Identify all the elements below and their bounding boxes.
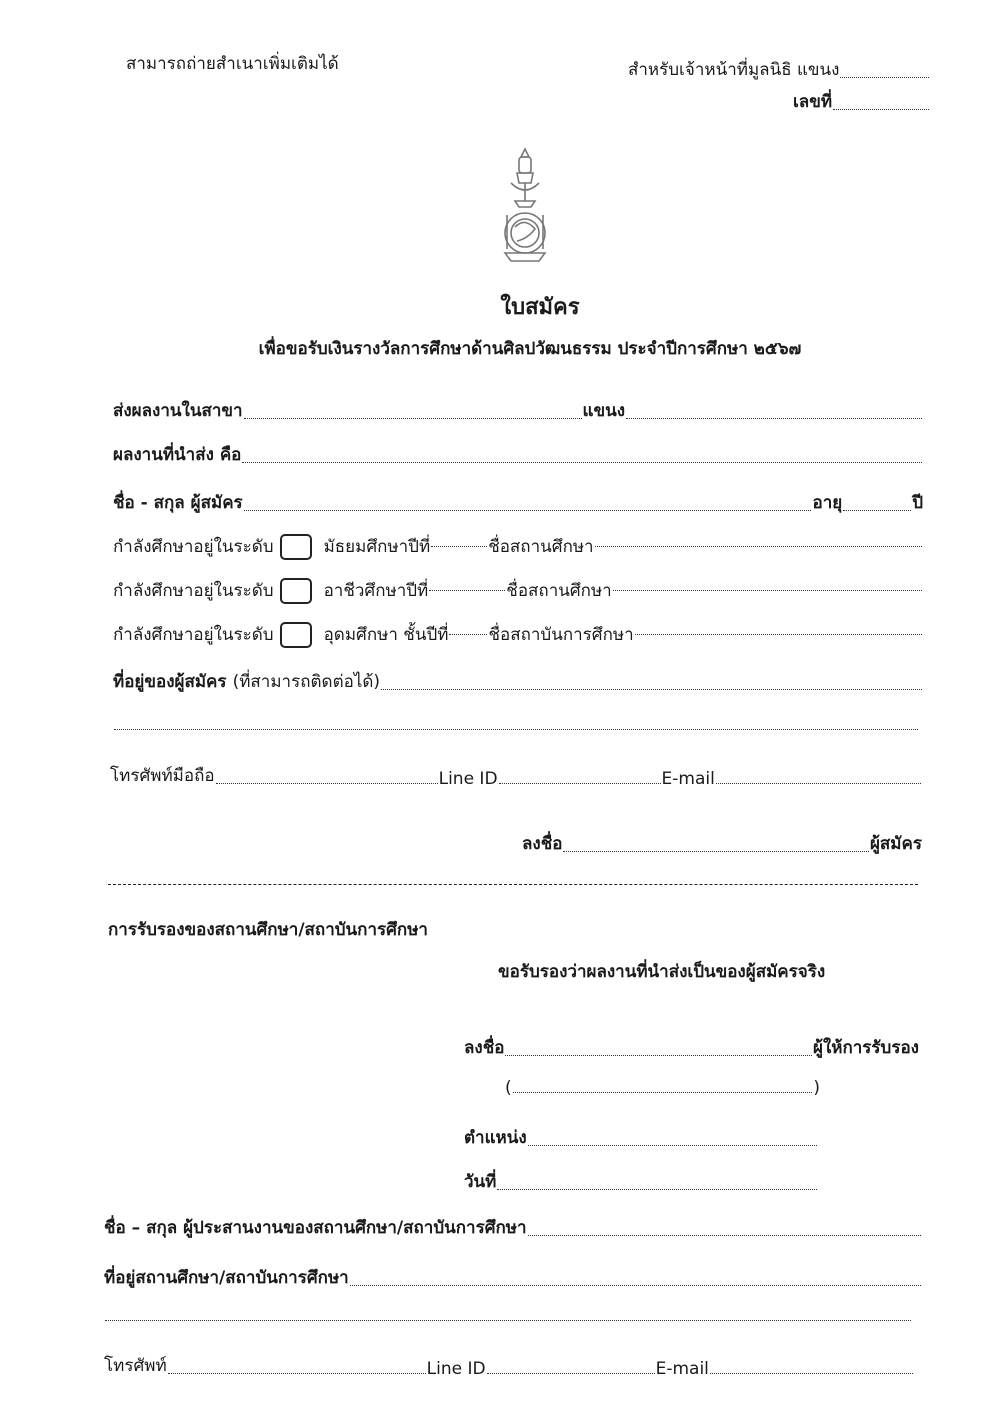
school-email-label: E-mail (655, 1359, 709, 1379)
applicant-label: ผู้สมัคร (869, 834, 922, 854)
school-phone-field[interactable] (168, 1373, 426, 1374)
certifier-sign-row (464, 1034, 919, 1061)
address-note: (ที่สามารถติดต่อได้) (232, 672, 381, 692)
email-label: E-mail (661, 769, 715, 789)
certification-statement: ขอรับรองว่าผลงานที่นำส่งเป็นของผู้สมัครจริง (498, 962, 826, 982)
work-row (113, 441, 923, 468)
line-id-label: Line ID (438, 769, 498, 789)
school-contact-row (104, 1352, 914, 1379)
open-paren: ( (505, 1078, 512, 1098)
certifier-sign-label: ลงชื่อ (464, 1038, 505, 1058)
school-label-higher: ชื่อสถาบันการศึกษา (488, 625, 634, 645)
applicant-signature-field[interactable] (563, 851, 868, 852)
office-use-number (793, 88, 930, 115)
form-title: ใบสมัคร (500, 295, 580, 320)
contact-row (110, 762, 922, 789)
higher-school-field[interactable] (635, 634, 922, 635)
certification-heading: การรับรองของสถานศึกษา/สถาบันการศึกษา (108, 920, 428, 940)
date-label: วันที่ (464, 1172, 497, 1192)
level-row-higher (113, 621, 923, 648)
date-row (464, 1168, 818, 1195)
address-row (113, 668, 923, 695)
level-checkbox-secondary[interactable] (280, 534, 312, 560)
school-phone-label: โทรศัพท์ (104, 1356, 167, 1376)
school-address-row-2 (104, 1306, 912, 1326)
higher-year-field[interactable] (449, 634, 487, 635)
form-subtitle: เพื่อขอรับเงินรางวัลการศึกษาด้านศิลปวัฒนธรรม ประจำปีการศึกษา ๒๕๖๗ (258, 339, 802, 359)
section-divider (108, 884, 918, 885)
level-checkbox-higher[interactable] (280, 622, 312, 648)
work-label: ผลงานที่นำส่ง คือ (113, 445, 242, 465)
certifier-label: ผู้ให้การรับรอง (812, 1038, 919, 1058)
mobile-field[interactable] (216, 783, 438, 784)
school-address-row (104, 1264, 922, 1291)
certifier-name-row (505, 1078, 820, 1098)
position-row (464, 1124, 818, 1151)
office-use-branch-label: สำหรับเจ้าหน้าที่มูลนิธิ แขนง (628, 60, 840, 80)
secondary-year-field[interactable] (431, 546, 487, 547)
branch-label: ส่งผลงานในสาขา (113, 401, 243, 421)
coordinator-field[interactable] (528, 1235, 921, 1236)
age-unit: ปี (912, 493, 923, 513)
field-field[interactable] (626, 418, 922, 419)
address-label: ที่อยู่ของผู้สมัคร (113, 672, 227, 692)
field-label: แขนง (582, 401, 626, 421)
certifier-name-field[interactable] (513, 1092, 813, 1093)
coordinator-label: ชื่อ – สกุล ผู้ประสานงานของสถานศึกษา/สถาบันการศึกษา (104, 1218, 527, 1238)
branch-field[interactable] (244, 418, 582, 419)
age-label: อายุ (812, 493, 843, 513)
office-use-branch (628, 56, 930, 83)
address-field-1[interactable] (381, 689, 922, 690)
date-field[interactable] (497, 1189, 817, 1190)
office-number-field[interactable] (833, 109, 929, 110)
school-address-field-2[interactable] (105, 1320, 911, 1321)
branch-row (113, 397, 923, 424)
close-paren: ) (813, 1078, 820, 1098)
school-label-vocational: ชื่อสถานศึกษา (506, 581, 612, 601)
school-address-field-1[interactable] (350, 1285, 921, 1286)
email-field[interactable] (716, 783, 921, 784)
position-field[interactable] (528, 1145, 817, 1146)
applicant-sign-row (522, 830, 922, 857)
address-field-2[interactable] (114, 729, 918, 730)
school-address-label: ที่อยู่สถานศึกษา/สถาบันการศึกษา (104, 1268, 349, 1288)
level-option-higher: อุดมศึกษา ชั้นปีที่ (323, 625, 449, 645)
copy-note: สามารถถ่ายสำเนาเพิ่มเติมได้ (126, 54, 339, 74)
school-email-field[interactable] (710, 1373, 913, 1374)
vocational-year-field[interactable] (429, 590, 505, 591)
school-label-secondary: ชื่อสถานศึกษา (488, 537, 594, 557)
mobile-label: โทรศัพท์มือถือ (110, 766, 215, 786)
vocational-school-field[interactable] (613, 590, 922, 591)
office-use-number-label: เลขที่ (793, 92, 833, 112)
level-option-secondary: มัธยมศึกษาปีที่ (323, 537, 431, 557)
name-label: ชื่อ - สกุล ผู้สมัคร (113, 493, 243, 513)
office-branch-field[interactable] (840, 77, 929, 78)
secondary-school-field[interactable] (595, 546, 922, 547)
level-label: กำลังศึกษาอยู่ในระดับ (113, 537, 274, 557)
level-label: กำลังศึกษาอยู่ในระดับ (113, 625, 274, 645)
level-label: กำลังศึกษาอยู่ในระดับ (113, 581, 274, 601)
level-row-secondary (113, 533, 923, 560)
sign-label: ลงชื่อ (522, 834, 563, 854)
level-option-vocational: อาชีวศึกษาปีที่ (323, 581, 429, 601)
name-row (113, 489, 923, 516)
name-field[interactable] (244, 510, 812, 511)
school-line-id-field[interactable] (487, 1373, 655, 1374)
royal-emblem-icon (497, 143, 553, 267)
address-row-2 (113, 715, 919, 735)
line-id-field[interactable] (499, 783, 661, 784)
certifier-signature-field[interactable] (505, 1055, 812, 1056)
work-field[interactable] (242, 462, 922, 463)
coordinator-row (104, 1214, 922, 1241)
position-label: ตำแหน่ง (464, 1128, 527, 1148)
level-checkbox-vocational[interactable] (280, 578, 312, 604)
school-line-id-label: Line ID (426, 1359, 486, 1379)
age-field[interactable] (843, 510, 911, 511)
level-row-vocational (113, 577, 923, 604)
